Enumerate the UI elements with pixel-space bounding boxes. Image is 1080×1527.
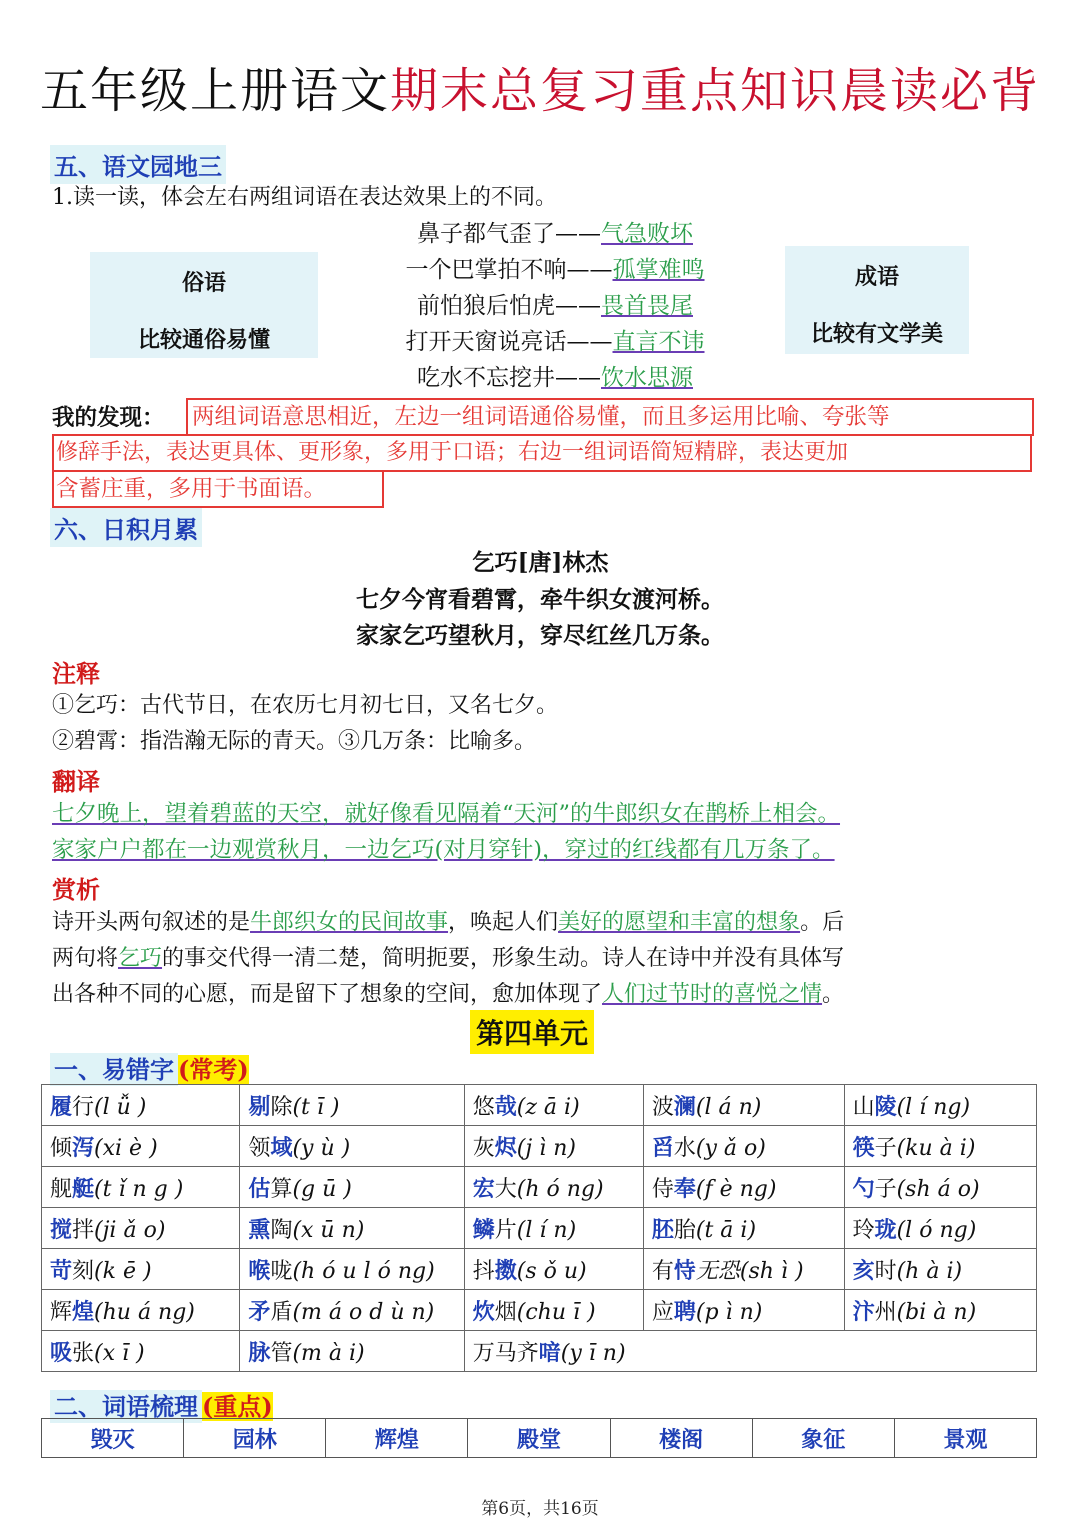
word-cell: 胚胎(t ā i) bbox=[643, 1208, 844, 1249]
word-cell: 履行(l ǚ ) bbox=[42, 1085, 240, 1126]
vocab-word: 园林 bbox=[184, 1419, 326, 1458]
word-cell: 熏陶(x ū n) bbox=[240, 1208, 464, 1249]
notes-label: 注释 bbox=[52, 659, 100, 688]
word-cell: 苛刻(k ē ) bbox=[42, 1249, 240, 1290]
table-row bbox=[42, 1167, 1037, 1208]
word-cell: 勺子(sh á o) bbox=[844, 1167, 1036, 1208]
page-footer: 第6页，共16页 bbox=[481, 1499, 599, 1519]
word-cell: 估算(g ū ) bbox=[240, 1167, 464, 1208]
section-heading-5: 五、语文园地三 bbox=[50, 145, 226, 184]
word-cell: 玲珑(l ó ng) bbox=[844, 1208, 1036, 1249]
right-box-title: 成语 bbox=[854, 264, 899, 290]
left-box-title: 俗语 bbox=[181, 270, 226, 296]
finding-line-2: 修辞手法，表达更具体、更形象，多用于口语；右边一组词语简短精辟，表达更加 bbox=[52, 434, 1032, 472]
table-row bbox=[42, 1208, 1037, 1249]
word-cell: 波澜(l á n) bbox=[643, 1085, 844, 1126]
translation-1: 七夕晚上，望着碧蓝的天空，就好像看见隔着“天河”的牛郎织女在鹊桥上相会。 bbox=[52, 801, 841, 827]
note-2: ②碧霄：指浩瀚无际的青天。③几万条：比喻多。 bbox=[52, 729, 537, 754]
table-row bbox=[42, 1085, 1037, 1126]
translation-2: 家家户户都在一边观赏秋月，一边乞巧(对月穿针)，穿过的红线都有几万条了。 bbox=[52, 837, 835, 863]
word-cell: 搅拌(ji ǎ o) bbox=[42, 1208, 240, 1249]
word-cell: 有恃无恐(sh ì ) bbox=[643, 1249, 844, 1290]
word-cell: 鳞片(l í n) bbox=[464, 1208, 643, 1249]
left-box-desc: 比较通俗易懂 bbox=[137, 327, 270, 353]
vocab-table bbox=[41, 1418, 1037, 1458]
finding-line-3: 含蓄庄重，多用于书面语。 bbox=[52, 470, 384, 508]
wrong-chars-heading: 一、易错字 (常考) bbox=[50, 1050, 249, 1085]
word-cell: 炊烟(chu ī ) bbox=[464, 1290, 643, 1331]
pair-row: 吃水不忘挖井——饮水思源 bbox=[417, 365, 693, 391]
analysis-line-1: 诗开头两句叙述的是牛郎织女的民间故事，唤起人们美好的愿望和丰富的想象。后 bbox=[52, 910, 845, 935]
pair-row: 打开天窗说亮话——直言不讳 bbox=[405, 329, 705, 355]
vocab-word: 毁灭 bbox=[42, 1419, 184, 1458]
table-row bbox=[42, 1126, 1037, 1167]
word-cell: 侍奉(f è ng) bbox=[643, 1167, 844, 1208]
question-text: 1.读一读，体会左右两组词语在表达效果上的不同。 bbox=[52, 185, 557, 210]
table-row bbox=[42, 1290, 1037, 1331]
pair-row: 鼻子都气歪了——气急败坏 bbox=[417, 221, 693, 247]
word-cell: 喉咙(h ó u l ó ng) bbox=[240, 1249, 464, 1290]
translation-label: 翻译 bbox=[52, 767, 100, 796]
note-1: ①乞巧：古代节日，在农历七月初七日，又名七夕。 bbox=[52, 693, 559, 718]
word-cell: 汴州(bi à n) bbox=[844, 1290, 1036, 1331]
vocab-word: 辉煌 bbox=[326, 1419, 468, 1458]
word-cell: 舀水(y ǎ o) bbox=[643, 1126, 844, 1167]
word-cell: 万马齐喑(y ī n) bbox=[464, 1331, 1036, 1372]
word-cell: 吸张(x ī ) bbox=[42, 1331, 240, 1372]
idiom-pairs bbox=[330, 216, 780, 396]
poem-line-1: 七夕今宵看碧霄，牵牛织女渡河桥。 bbox=[356, 586, 724, 613]
page-title bbox=[40, 52, 1050, 121]
finding-line-1: 两组词语意思相近，左边一组词语通俗易懂，而且多运用比喻、夸张等 bbox=[186, 398, 1034, 436]
word-cell: 灰烬(j ì n) bbox=[464, 1126, 643, 1167]
right-box bbox=[785, 246, 969, 354]
vocab-heading: 二、词语梳理 (重点) bbox=[50, 1387, 273, 1422]
word-cell: 矛盾(m á o d ù n) bbox=[240, 1290, 464, 1331]
word-cell: 悠哉(z ā i) bbox=[464, 1085, 643, 1126]
word-cell: 应聘(p ì n) bbox=[643, 1290, 844, 1331]
word-cell: 舰艇(t ǐ n g ) bbox=[42, 1167, 240, 1208]
left-box bbox=[90, 252, 318, 358]
vocab-word: 殿堂 bbox=[468, 1419, 610, 1458]
word-cell: 脉管(m à i) bbox=[240, 1331, 464, 1372]
word-cell: 辉煌(hu á ng) bbox=[42, 1290, 240, 1331]
vocab-word: 象征 bbox=[752, 1419, 894, 1458]
poem-line-2: 家家乞巧望秋月，穿尽红丝几万条。 bbox=[356, 622, 724, 649]
unit-heading: 第四单元 bbox=[470, 1010, 594, 1054]
word-cell: 剔除(t ī ) bbox=[240, 1085, 464, 1126]
title-red: 期末总复习重点知识晨读必背 bbox=[390, 63, 1041, 119]
analysis-line-3: 出各种不同的心愿，而是留下了想象的空间，愈加体现了人们过节时的喜悦之情。 bbox=[52, 982, 845, 1007]
word-cell: 倾泻(xi è ) bbox=[42, 1126, 240, 1167]
title-black: 五年级上册语文 bbox=[40, 63, 391, 119]
word-cell: 亥时(h à i) bbox=[844, 1249, 1036, 1290]
table-row bbox=[42, 1331, 1037, 1372]
analysis-line-2: 两句将乞巧的事交代得一清二楚，简明扼要，形象生动。诗人在诗中并没有具体写 bbox=[52, 946, 845, 971]
word-cell: 抖擞(s ǒ u) bbox=[464, 1249, 643, 1290]
vocab-word: 楼阁 bbox=[610, 1419, 752, 1458]
poem-title: 乞巧[唐]林杰 bbox=[471, 549, 609, 576]
section-heading-6: 六、日积月累 bbox=[50, 508, 202, 547]
table-row bbox=[42, 1249, 1037, 1290]
wrong-chars-table bbox=[41, 1084, 1037, 1372]
pair-row: 前怕狼后怕虎——畏首畏尾 bbox=[417, 293, 693, 319]
word-cell: 宏大(h ó ng) bbox=[464, 1167, 643, 1208]
word-cell: 山陵(l í ng) bbox=[844, 1085, 1036, 1126]
right-box-desc: 比较有文学美 bbox=[810, 321, 943, 347]
word-cell: 筷子(ku à i) bbox=[844, 1126, 1036, 1167]
pair-row: 一个巴掌拍不响——孤掌难鸣 bbox=[405, 257, 705, 283]
vocab-word: 景观 bbox=[894, 1419, 1036, 1458]
word-cell: 领域(y ù ) bbox=[240, 1126, 464, 1167]
finding-label: 我的发现： bbox=[52, 405, 165, 431]
analysis-label: 赏析 bbox=[52, 875, 100, 904]
